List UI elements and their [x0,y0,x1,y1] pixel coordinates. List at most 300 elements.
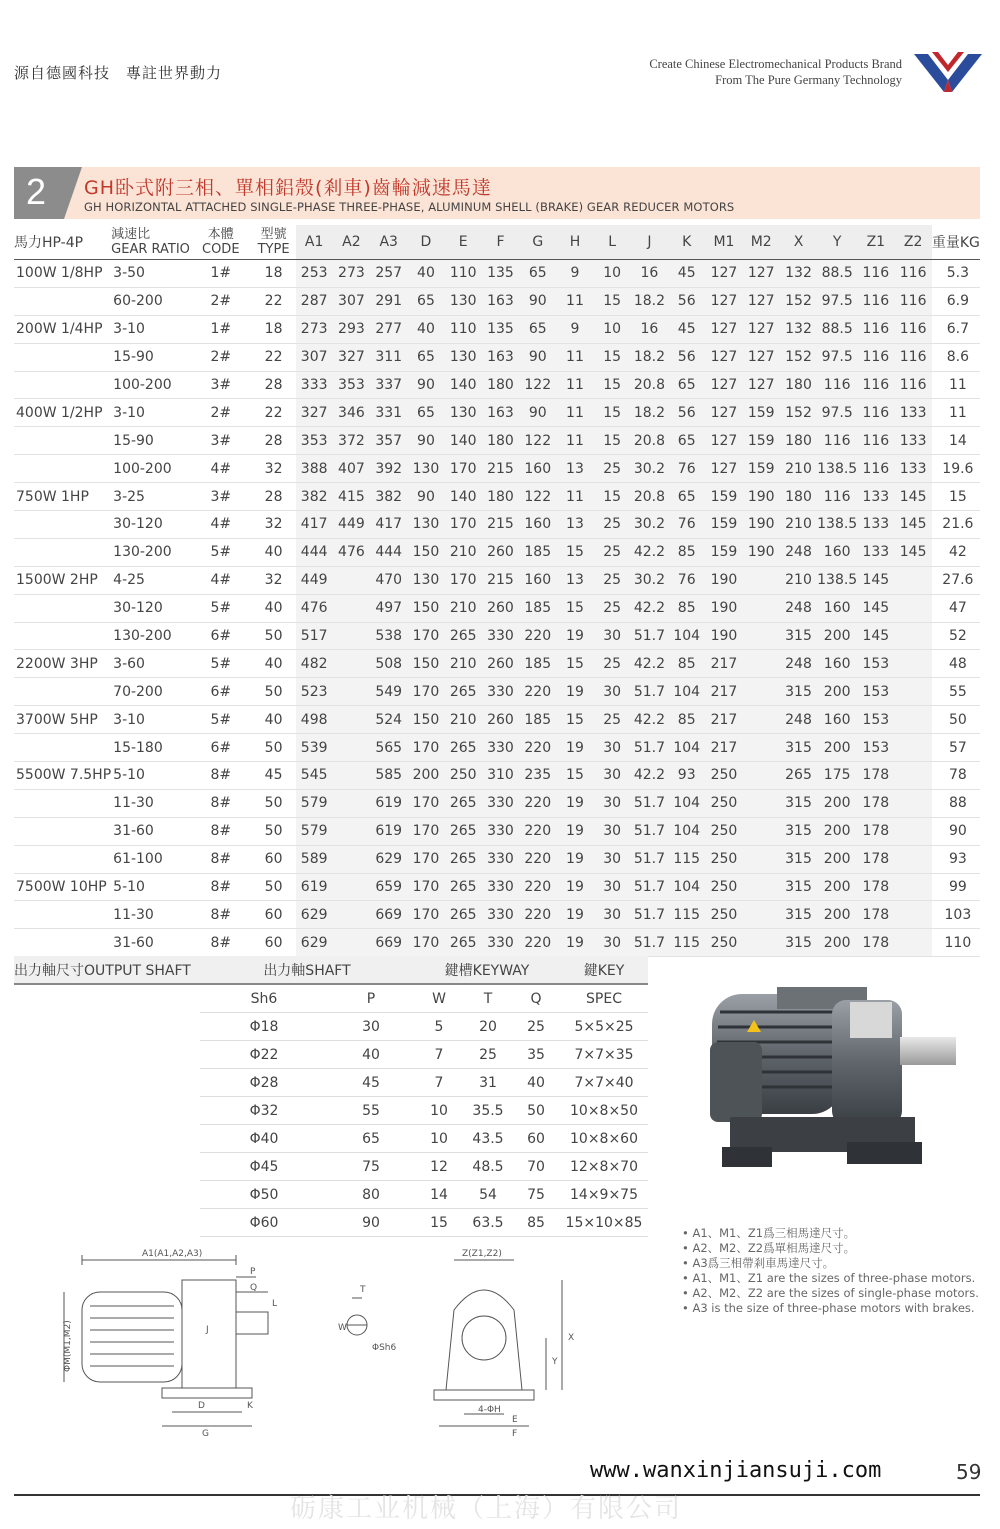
spec-cell-dim: 116 [817,427,857,455]
note-item: • A3爲三相帶剎車馬達尺寸。 [682,1256,835,1270]
output-row [14,1209,648,1237]
spec-cell-dim: 178 [857,817,894,845]
spec-cell-dim: 115 [668,901,705,929]
spec-cell-hp [14,901,111,929]
spec-cell-dim: 51.7 [631,845,668,873]
spec-row [14,399,980,427]
spec-cell-dim: 42.2 [631,650,668,678]
spec-cell-ratio: 130-200 [111,538,190,566]
spec-cell-dim: 215 [482,455,519,483]
header-dim: M2 [743,225,780,260]
drawing-d: D [198,1401,205,1411]
spec-cell-code: 3# [190,483,252,511]
spec-cell-dim: 407 [333,455,370,483]
spec-cell-weight: 50 [932,706,980,734]
spec-cell-dim: 220 [519,789,556,817]
spec-cell-dim: 65 [407,399,444,427]
spec-row [14,901,980,929]
output-cell: 7 [414,1069,464,1097]
spec-cell-dim: 200 [817,678,857,706]
spec-cell-dim: 449 [296,566,333,594]
spec-cell-ratio: 31-60 [111,817,190,845]
spec-cell-ratio: 11-30 [111,789,190,817]
spec-cell-dim: 76 [668,511,705,539]
spec-cell-dim: 65 [668,371,705,399]
spec-cell-weight: 52 [932,622,980,650]
spec-cell-ratio: 60-200 [111,287,190,315]
spec-cell-dim: 127 [705,343,742,371]
spec-cell-code: 8# [190,929,252,957]
spec-cell-dim: 346 [333,399,370,427]
spec-cell-ratio: 11-30 [111,901,190,929]
note-item: • A2、M2、Z2 are the sizes of single-phase motors. [682,1286,979,1300]
spec-cell-weight: 99 [932,873,980,901]
spec-cell-dim: 248 [780,650,817,678]
spec-cell-dim: 200 [817,901,857,929]
spec-cell-weight: 11 [932,399,980,427]
spec-cell-dim: 180 [780,371,817,399]
spec-cell-code: 2# [190,287,252,315]
spec-cell-dim: 122 [519,427,556,455]
spec-cell-dim: 253 [296,260,333,288]
header-dim: K [668,225,705,260]
header-dim: G [519,225,556,260]
section-title-cn: GH卧式附三相、單相鋁殼(剎車)齒輪減速馬達 [84,177,492,199]
spec-cell-dim: 15 [556,762,593,790]
spec-cell-dim: 13 [556,566,593,594]
output-cell: 40 [512,1069,560,1097]
output-cell: 15 [414,1209,464,1237]
header-dim: J [631,225,668,260]
spec-cell-dim: 133 [894,455,931,483]
spec-cell-dim: 217 [705,734,742,762]
spec-cell-ratio: 3-10 [111,399,190,427]
spec-cell-dim: 215 [482,566,519,594]
spec-cell-weight: 78 [932,762,980,790]
spec-cell-dim: 15 [594,287,631,315]
spec-row [14,762,980,790]
output-cell: 15×10×85 [560,1209,648,1237]
spec-cell-dim: 19 [556,622,593,650]
spec-cell-dim: 333 [296,371,333,399]
spec-cell-code: 2# [190,343,252,371]
spec-cell-dim: 90 [407,427,444,455]
page-number: 59 [956,1460,982,1484]
spec-cell-dim: 15 [594,399,631,427]
spec-cell-code: 1# [190,260,252,288]
spec-cell-dim: 170 [445,566,482,594]
spec-cell-dim: 250 [705,789,742,817]
spec-cell-dim: 160 [817,594,857,622]
output-cell: Φ22 [200,1041,328,1069]
note-text: A2、M2、Z2爲單相馬達尺寸。 [692,1241,856,1255]
spec-cell-dim: 315 [780,873,817,901]
dimension-notes [682,1226,979,1316]
spec-cell-dim: 159 [743,455,780,483]
spec-cell-dim: 178 [857,929,894,957]
spec-cell-ratio: 15-90 [111,427,190,455]
output-cell: 75 [328,1153,414,1181]
drawing-q: Q [250,1283,258,1293]
spec-cell-dim: 18.2 [631,399,668,427]
spec-cell-ratio: 3-25 [111,483,190,511]
spec-cell-dim [333,845,370,873]
spec-cell-dim: 178 [857,789,894,817]
spec-cell-dim: 140 [445,483,482,511]
spec-cell-hp [14,678,111,706]
spec-row [14,343,980,371]
spec-cell-dim: 417 [296,511,333,539]
spec-cell-dim: 104 [668,678,705,706]
spec-cell-dim [743,594,780,622]
output-cell: 5×5×25 [560,1013,648,1041]
spec-cell-dim [894,622,931,650]
spec-cell-hp: 400W 1/2HP [14,399,111,427]
spec-cell-dim: 116 [894,315,931,343]
website-url: www.wanxinjiansuji.com [590,1458,882,1483]
spec-cell-type: 18 [252,315,296,343]
spec-cell-dim: 170 [407,734,444,762]
spec-cell-ratio: 3-60 [111,650,190,678]
spec-cell-code: 4# [190,511,252,539]
spec-cell-ratio: 70-200 [111,678,190,706]
spec-cell-dim: 523 [296,678,333,706]
spec-cell-dim [743,622,780,650]
spec-cell-dim [894,817,931,845]
spec-cell-dim: 444 [296,538,333,566]
drawing-f: F [512,1429,518,1439]
spec-cell-dim: 145 [857,594,894,622]
spec-cell-dim [894,873,931,901]
spec-cell-dim: 11 [556,287,593,315]
spec-cell-dim: 190 [705,622,742,650]
spec-cell-type: 40 [252,594,296,622]
spec-cell-dim: 65 [519,260,556,288]
spec-cell-dim: 133 [857,483,894,511]
spec-cell-dim: 315 [780,789,817,817]
spec-cell-dim: 178 [857,762,894,790]
spec-cell-dim: 140 [445,371,482,399]
spec-cell-hp [14,789,111,817]
spec-cell-dim: 10 [594,315,631,343]
spec-cell-dim: 93 [668,762,705,790]
spec-cell-dim: 178 [857,901,894,929]
spec-cell-dim: 88.5 [817,315,857,343]
spec-cell-dim: 116 [894,287,931,315]
section-banner [14,167,980,219]
spec-cell-dim: 104 [668,873,705,901]
spec-row [14,929,980,957]
spec-cell-dim: 152 [780,343,817,371]
header-slogan: 源自德國科技 專註世界動力 [14,64,223,82]
spec-cell-dim: 250 [705,929,742,957]
spec-cell-dim: 19 [556,789,593,817]
spec-cell-dim: 248 [780,538,817,566]
spec-cell-dim: 15 [594,371,631,399]
spec-cell-type: 40 [252,650,296,678]
output-cell: 12 [414,1153,464,1181]
output-cell: 10 [414,1097,464,1125]
spec-cell-dim: 135 [482,260,519,288]
spec-cell-dim: 152 [780,399,817,427]
spec-cell-dim: 315 [780,845,817,873]
spec-cell-dim: 545 [296,762,333,790]
spec-cell-dim: 138.5 [817,566,857,594]
spec-cell-type: 60 [252,845,296,873]
header-dim: D [407,225,444,260]
spec-cell-type: 28 [252,427,296,455]
gear-motor-photo [682,982,982,1197]
spec-cell-dim [333,734,370,762]
spec-cell-dim [894,789,931,817]
spec-cell-dim: 130 [445,287,482,315]
spec-cell-dim [743,845,780,873]
output-body [14,1013,648,1237]
output-cell: 75 [512,1181,560,1209]
spec-cell-dim: 220 [519,845,556,873]
drawing-x: X [568,1333,575,1343]
spec-cell-dim: 11 [556,371,593,399]
spec-cell-dim: 330 [482,845,519,873]
output-cell: 70 [512,1153,560,1181]
spec-cell-dim: 353 [333,371,370,399]
spec-cell-dim: 210 [780,455,817,483]
spec-cell-type: 28 [252,483,296,511]
spec-cell-type: 22 [252,287,296,315]
spec-cell-dim: 90 [519,399,556,427]
spec-cell-dim: 97.5 [817,343,857,371]
spec-cell-weight: 55 [932,678,980,706]
spec-cell-dim: 110 [445,315,482,343]
drawing-k: K [247,1401,253,1411]
spec-cell-dim: 579 [296,789,333,817]
spec-cell-dim: 127 [743,287,780,315]
spec-cell-code: 3# [190,371,252,399]
spec-cell-dim: 127 [705,455,742,483]
spec-cell-dim: 51.7 [631,873,668,901]
output-row [14,1181,648,1209]
spec-cell-code: 6# [190,622,252,650]
dimension-drawings [14,1240,634,1440]
spec-row [14,538,980,566]
spec-row [14,873,980,901]
drawing-g: G [202,1429,209,1439]
spec-cell-dim: 116 [857,455,894,483]
spec-cell-dim: 265 [445,901,482,929]
spec-cell-ratio: 100-200 [111,371,190,399]
drawing-m-label: ΦM(M1,M2) [63,1320,73,1372]
spec-cell-weight: 14 [932,427,980,455]
spec-cell-dim: 619 [370,817,407,845]
keyway-header: 鍵槽KEYWAY [414,956,560,984]
spec-cell-dim: 250 [705,762,742,790]
spec-cell-dim: 524 [370,706,407,734]
spec-cell-dim: 565 [370,734,407,762]
spec-cell-dim: 42.2 [631,762,668,790]
spec-cell-dim: 15 [594,483,631,511]
spec-row [14,455,980,483]
spec-cell-dim: 330 [482,734,519,762]
spec-cell-type: 45 [252,762,296,790]
spec-cell-dim: 115 [668,929,705,957]
output-cell: Φ60 [200,1209,328,1237]
spec-cell-dim [333,762,370,790]
header-ratio-en: GEAR RATIO [111,242,190,257]
sub-q: Q [512,984,560,1013]
spec-cell-dim: 585 [370,762,407,790]
spec-cell-ratio: 15-180 [111,734,190,762]
spec-row [14,427,980,455]
spec-cell-dim: 127 [705,399,742,427]
spec-cell-dim: 51.7 [631,817,668,845]
spec-cell-dim: 170 [407,929,444,957]
spec-row [14,594,980,622]
spec-cell-hp [14,845,111,873]
output-row-spacer [14,1181,200,1209]
spec-cell-dim: 97.5 [817,287,857,315]
spec-cell-hp [14,594,111,622]
spec-cell-ratio: 130-200 [111,622,190,650]
spec-row [14,678,980,706]
spec-cell-dim: 508 [370,650,407,678]
spec-cell-dim: 13 [556,511,593,539]
spec-cell-dim: 330 [482,789,519,817]
spec-cell-dim: 163 [482,343,519,371]
spec-cell-dim: 482 [296,650,333,678]
spec-cell-dim: 42.2 [631,538,668,566]
sub-t: T [464,984,512,1013]
header-dim: H [556,225,593,260]
spec-cell-dim: 15 [556,594,593,622]
spec-table [14,225,980,957]
spec-cell-code: 8# [190,901,252,929]
header-hp: 馬力HP-4P [14,225,111,260]
output-cell: Φ45 [200,1153,328,1181]
spec-cell-dim: 330 [482,929,519,957]
spec-cell-dim: 210 [780,511,817,539]
spec-cell-dim: 248 [780,594,817,622]
spec-cell-dim: 200 [817,789,857,817]
spec-cell-hp: 1500W 2HP [14,566,111,594]
spec-cell-hp: 3700W 5HP [14,706,111,734]
spec-cell-dim: 517 [296,622,333,650]
spec-cell-dim: 25 [594,594,631,622]
spec-cell-dim: 250 [445,762,482,790]
section-title-en: GH HORIZONTAL ATTACHED SINGLE-PHASE THREE-PHASE, ALUMINUM SHELL (BRAKE) GEAR REDUCER MOTORS [84,200,735,214]
spec-cell-dim: 11 [556,399,593,427]
spec-cell-hp [14,455,111,483]
spec-cell-ratio: 3-10 [111,315,190,343]
header-dim: Y [817,225,857,260]
spec-cell-dim: 138.5 [817,455,857,483]
spec-cell-dim: 25 [594,706,631,734]
spec-cell-dim: 25 [594,650,631,678]
spec-cell-dim: 589 [296,845,333,873]
spec-cell-dim: 51.7 [631,789,668,817]
note-item: • A1、M1、Z1 are the sizes of three-phase motors. [682,1271,976,1285]
spec-cell-dim: 127 [705,427,742,455]
spec-cell-weight: 15 [932,483,980,511]
drawing-t: T [360,1285,366,1295]
spec-cell-dim: 235 [519,762,556,790]
spec-row [14,706,980,734]
output-cell: 12×8×70 [560,1153,648,1181]
spec-cell-weight: 6.7 [932,315,980,343]
spec-cell-dim: 116 [857,287,894,315]
spec-cell-dim: 220 [519,929,556,957]
spec-cell-dim: 116 [857,260,894,288]
spec-row [14,260,980,288]
spec-cell-dim: 30 [594,873,631,901]
spec-cell-dim: 19 [556,929,593,957]
spec-cell-dim: 220 [519,901,556,929]
spec-cell-dim: 210 [780,566,817,594]
output-cell: 7×7×40 [560,1069,648,1097]
output-cell: 30 [328,1013,414,1041]
spec-cell-dim: 180 [482,427,519,455]
drawing-w: W [338,1323,347,1333]
spec-cell-dim: 153 [857,706,894,734]
spec-cell-code: 5# [190,706,252,734]
spec-cell-type: 32 [252,511,296,539]
spec-cell-type: 50 [252,622,296,650]
spec-cell-dim: 127 [705,260,742,288]
spec-cell-dim: 116 [894,371,931,399]
spec-cell-dim: 40 [407,260,444,288]
spec-cell-dim: 25 [594,455,631,483]
spec-cell-dim [743,566,780,594]
spec-cell-dim: 145 [894,538,931,566]
spec-cell-dim [333,678,370,706]
spec-cell-code: 1# [190,315,252,343]
output-shaft-label: 出力軸尺寸OUTPUT SHAFT [14,956,200,984]
spec-cell-dim: 170 [407,817,444,845]
spec-cell-dim: 20.8 [631,371,668,399]
spec-cell-dim: 130 [407,455,444,483]
spec-cell-dim: 76 [668,455,705,483]
spec-cell-dim: 327 [296,399,333,427]
spec-cell-dim: 180 [780,427,817,455]
spec-cell-dim: 65 [407,287,444,315]
spec-cell-ratio: 30-120 [111,511,190,539]
spec-cell-dim: 210 [445,594,482,622]
spec-cell-dim: 260 [482,650,519,678]
spec-cell-dim: 159 [705,483,742,511]
output-cell: 50 [512,1097,560,1125]
spec-cell-dim: 45 [668,315,705,343]
spec-cell-dim: 30.2 [631,566,668,594]
spec-cell-dim: 220 [519,873,556,901]
spec-cell-dim: 220 [519,734,556,762]
spec-cell-weight: 5.3 [932,260,980,288]
spec-row [14,817,980,845]
spec-cell-dim: 130 [445,343,482,371]
output-row-spacer [14,1153,200,1181]
spec-cell-dim: 140 [445,427,482,455]
spec-cell-dim: 293 [333,315,370,343]
output-cell: 54 [464,1181,512,1209]
spec-cell-dim: 669 [370,901,407,929]
spec-cell-weight: 103 [932,901,980,929]
spec-cell-code: 3# [190,427,252,455]
drawing-a-label: A1(A1,A2,A3) [142,1249,203,1259]
spec-cell-dim: 307 [296,343,333,371]
spec-cell-type: 50 [252,678,296,706]
spec-cell-dim: 200 [817,734,857,762]
spec-cell-dim: 76 [668,566,705,594]
spec-cell-dim: 250 [705,845,742,873]
spec-cell-weight: 27.6 [932,566,980,594]
